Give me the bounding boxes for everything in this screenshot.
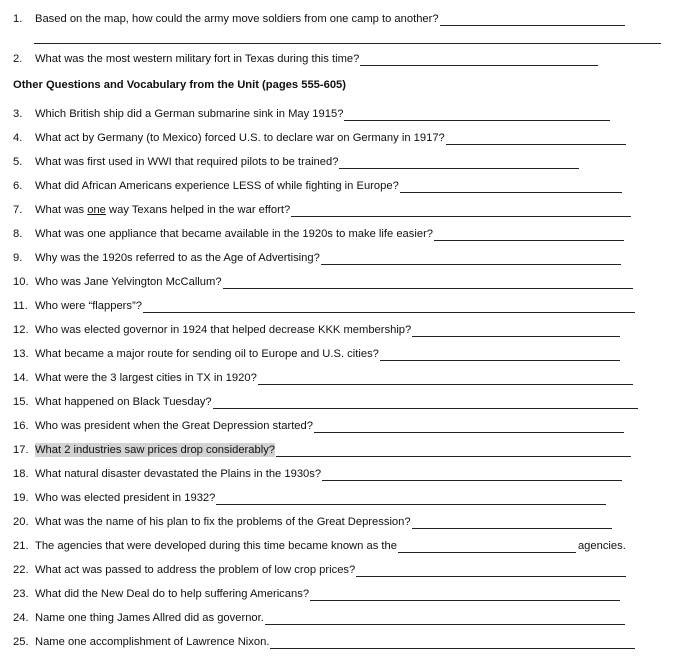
answer-blank[interactable]	[360, 53, 598, 66]
answer-blank-continuation[interactable]	[34, 43, 661, 44]
question-1	[13, 10, 625, 26]
question-number: 10.	[13, 276, 29, 288]
answer-blank[interactable]	[398, 540, 576, 553]
question-text: The agencies that were developed during this time became known as the	[35, 540, 397, 552]
question-2	[13, 50, 598, 66]
question-number: 20.	[13, 516, 29, 528]
question-16	[13, 417, 624, 433]
question-19	[13, 489, 606, 505]
question-number: 9.	[13, 252, 23, 264]
answer-blank[interactable]	[344, 108, 610, 121]
question-22	[13, 561, 626, 577]
answer-blank[interactable]	[412, 516, 612, 529]
question-text: What was the most western military fort in Texas during this time?	[35, 53, 360, 65]
question-text: Why was the 1920s referred to as the Age of Advertising?	[35, 252, 320, 264]
question-24	[13, 609, 625, 625]
question-8	[13, 225, 624, 241]
question-number: 25.	[13, 636, 29, 648]
question-18	[13, 465, 622, 481]
answer-blank[interactable]	[276, 444, 631, 457]
question-number: 7.	[13, 204, 23, 216]
question-number: 12.	[13, 324, 29, 336]
question-13	[13, 345, 620, 361]
answer-blank[interactable]	[446, 132, 626, 145]
question-number: 15.	[13, 396, 29, 408]
answer-blank[interactable]	[270, 636, 635, 649]
answer-blank[interactable]	[400, 180, 622, 193]
question-number: 17.	[13, 444, 29, 456]
question-text: What act by Germany (to Mexico) forced U.S. to declare war on Germany in 1917?	[35, 132, 445, 144]
question-3	[13, 105, 610, 121]
question-text: What natural disaster devastated the Plains in the 1930s?	[35, 468, 322, 480]
question-text: Based on the map, how could the army move soldiers from one camp to another?	[35, 13, 439, 25]
question-text	[35, 203, 290, 217]
question-25	[13, 633, 635, 649]
question-21	[13, 537, 626, 553]
answer-blank[interactable]	[380, 348, 620, 361]
question-number: 14.	[13, 372, 29, 384]
question-text-underlined: one	[87, 204, 106, 216]
question-number: 19.	[13, 492, 29, 504]
question-number: 11.	[13, 300, 28, 312]
question-number: 1.	[13, 13, 23, 25]
answer-blank[interactable]	[339, 156, 579, 169]
question-number: 21.	[13, 540, 29, 552]
question-text-part: way Texans helped in the war effort?	[105, 204, 291, 216]
question-number: 5.	[13, 156, 23, 168]
question-5	[13, 153, 579, 169]
answer-blank[interactable]	[322, 468, 622, 481]
question-text: Who was president when the Great Depression started?	[35, 420, 313, 432]
question-text: What was the name of his plan to fix the problems of the Great Depression?	[35, 516, 411, 528]
question-text: Which British ship did a German submarine sink in May 1915?	[35, 108, 344, 120]
question-17	[13, 441, 631, 457]
question-12	[13, 321, 620, 337]
question-7	[13, 201, 631, 217]
answer-blank[interactable]	[258, 372, 633, 385]
answer-blank[interactable]	[143, 300, 635, 313]
question-number: 13.	[13, 348, 29, 360]
question-text: What happened on Black Tuesday?	[35, 396, 212, 408]
question-text: What did the New Deal do to help suffering Americans?	[35, 588, 310, 600]
question-10	[13, 273, 633, 289]
question-text: What were the 3 largest cities in TX in 1920?	[35, 372, 257, 384]
answer-blank[interactable]	[356, 564, 626, 577]
question-text: Name one thing James Allred did as governor.	[35, 612, 264, 624]
question-text: What became a major route for sending oil to Europe and U.S. cities?	[35, 348, 379, 360]
question-text: Name one accomplishment of Lawrence Nixon.	[35, 636, 270, 648]
question-text: What act was passed to address the problem of low crop prices?	[35, 564, 356, 576]
question-number: 6.	[13, 180, 23, 192]
question-number: 8.	[13, 228, 23, 240]
question-14	[13, 369, 633, 385]
answer-blank[interactable]	[310, 588, 620, 601]
answer-blank[interactable]	[216, 492, 606, 505]
question-4	[13, 129, 626, 145]
question-number: 16.	[13, 420, 29, 432]
question-6	[13, 177, 622, 193]
question-15	[13, 393, 638, 409]
question-number: 24.	[13, 612, 29, 624]
question-text: What was first used in WWI that required pilots to be trained?	[35, 156, 339, 168]
question-text: What did African Americans experience LESS of while fighting in Europe?	[35, 180, 399, 192]
question-suffix: agencies.	[577, 540, 626, 552]
question-number: 3.	[13, 108, 23, 120]
question-23	[13, 585, 620, 601]
question-20	[13, 513, 612, 529]
answer-blank[interactable]	[265, 612, 625, 625]
question-number: 22.	[13, 564, 29, 576]
section-heading: Other Questions and Vocabulary from the Unit (pages 555-605)	[13, 79, 347, 91]
question-text: Who was elected governor in 1924 that helped decrease KKK membership?	[35, 324, 412, 336]
question-text: Who was elected president in 1932?	[35, 492, 216, 504]
answer-blank[interactable]	[213, 396, 638, 409]
answer-blank[interactable]	[223, 276, 633, 289]
question-text: Who was Jane Yelvington McCallum?	[35, 276, 222, 288]
answer-blank[interactable]	[434, 228, 624, 241]
question-text-part: What was	[35, 204, 88, 216]
answer-blank[interactable]	[314, 420, 624, 433]
answer-blank[interactable]	[440, 13, 625, 26]
question-text-highlighted[interactable]: What 2 industries saw prices drop considerably?	[35, 444, 276, 456]
answer-blank[interactable]	[321, 252, 621, 265]
question-number: 4.	[13, 132, 23, 144]
question-text: What was one appliance that became available in the 1920s to make life easier?	[35, 228, 434, 240]
answer-blank[interactable]	[412, 324, 620, 337]
question-number: 18.	[13, 468, 29, 480]
answer-blank[interactable]	[291, 204, 631, 217]
question-number: 2.	[13, 53, 23, 65]
question-11	[13, 297, 635, 313]
question-9	[13, 249, 621, 265]
question-text: Who were “flappers”?	[35, 300, 142, 312]
question-number: 23.	[13, 588, 29, 600]
